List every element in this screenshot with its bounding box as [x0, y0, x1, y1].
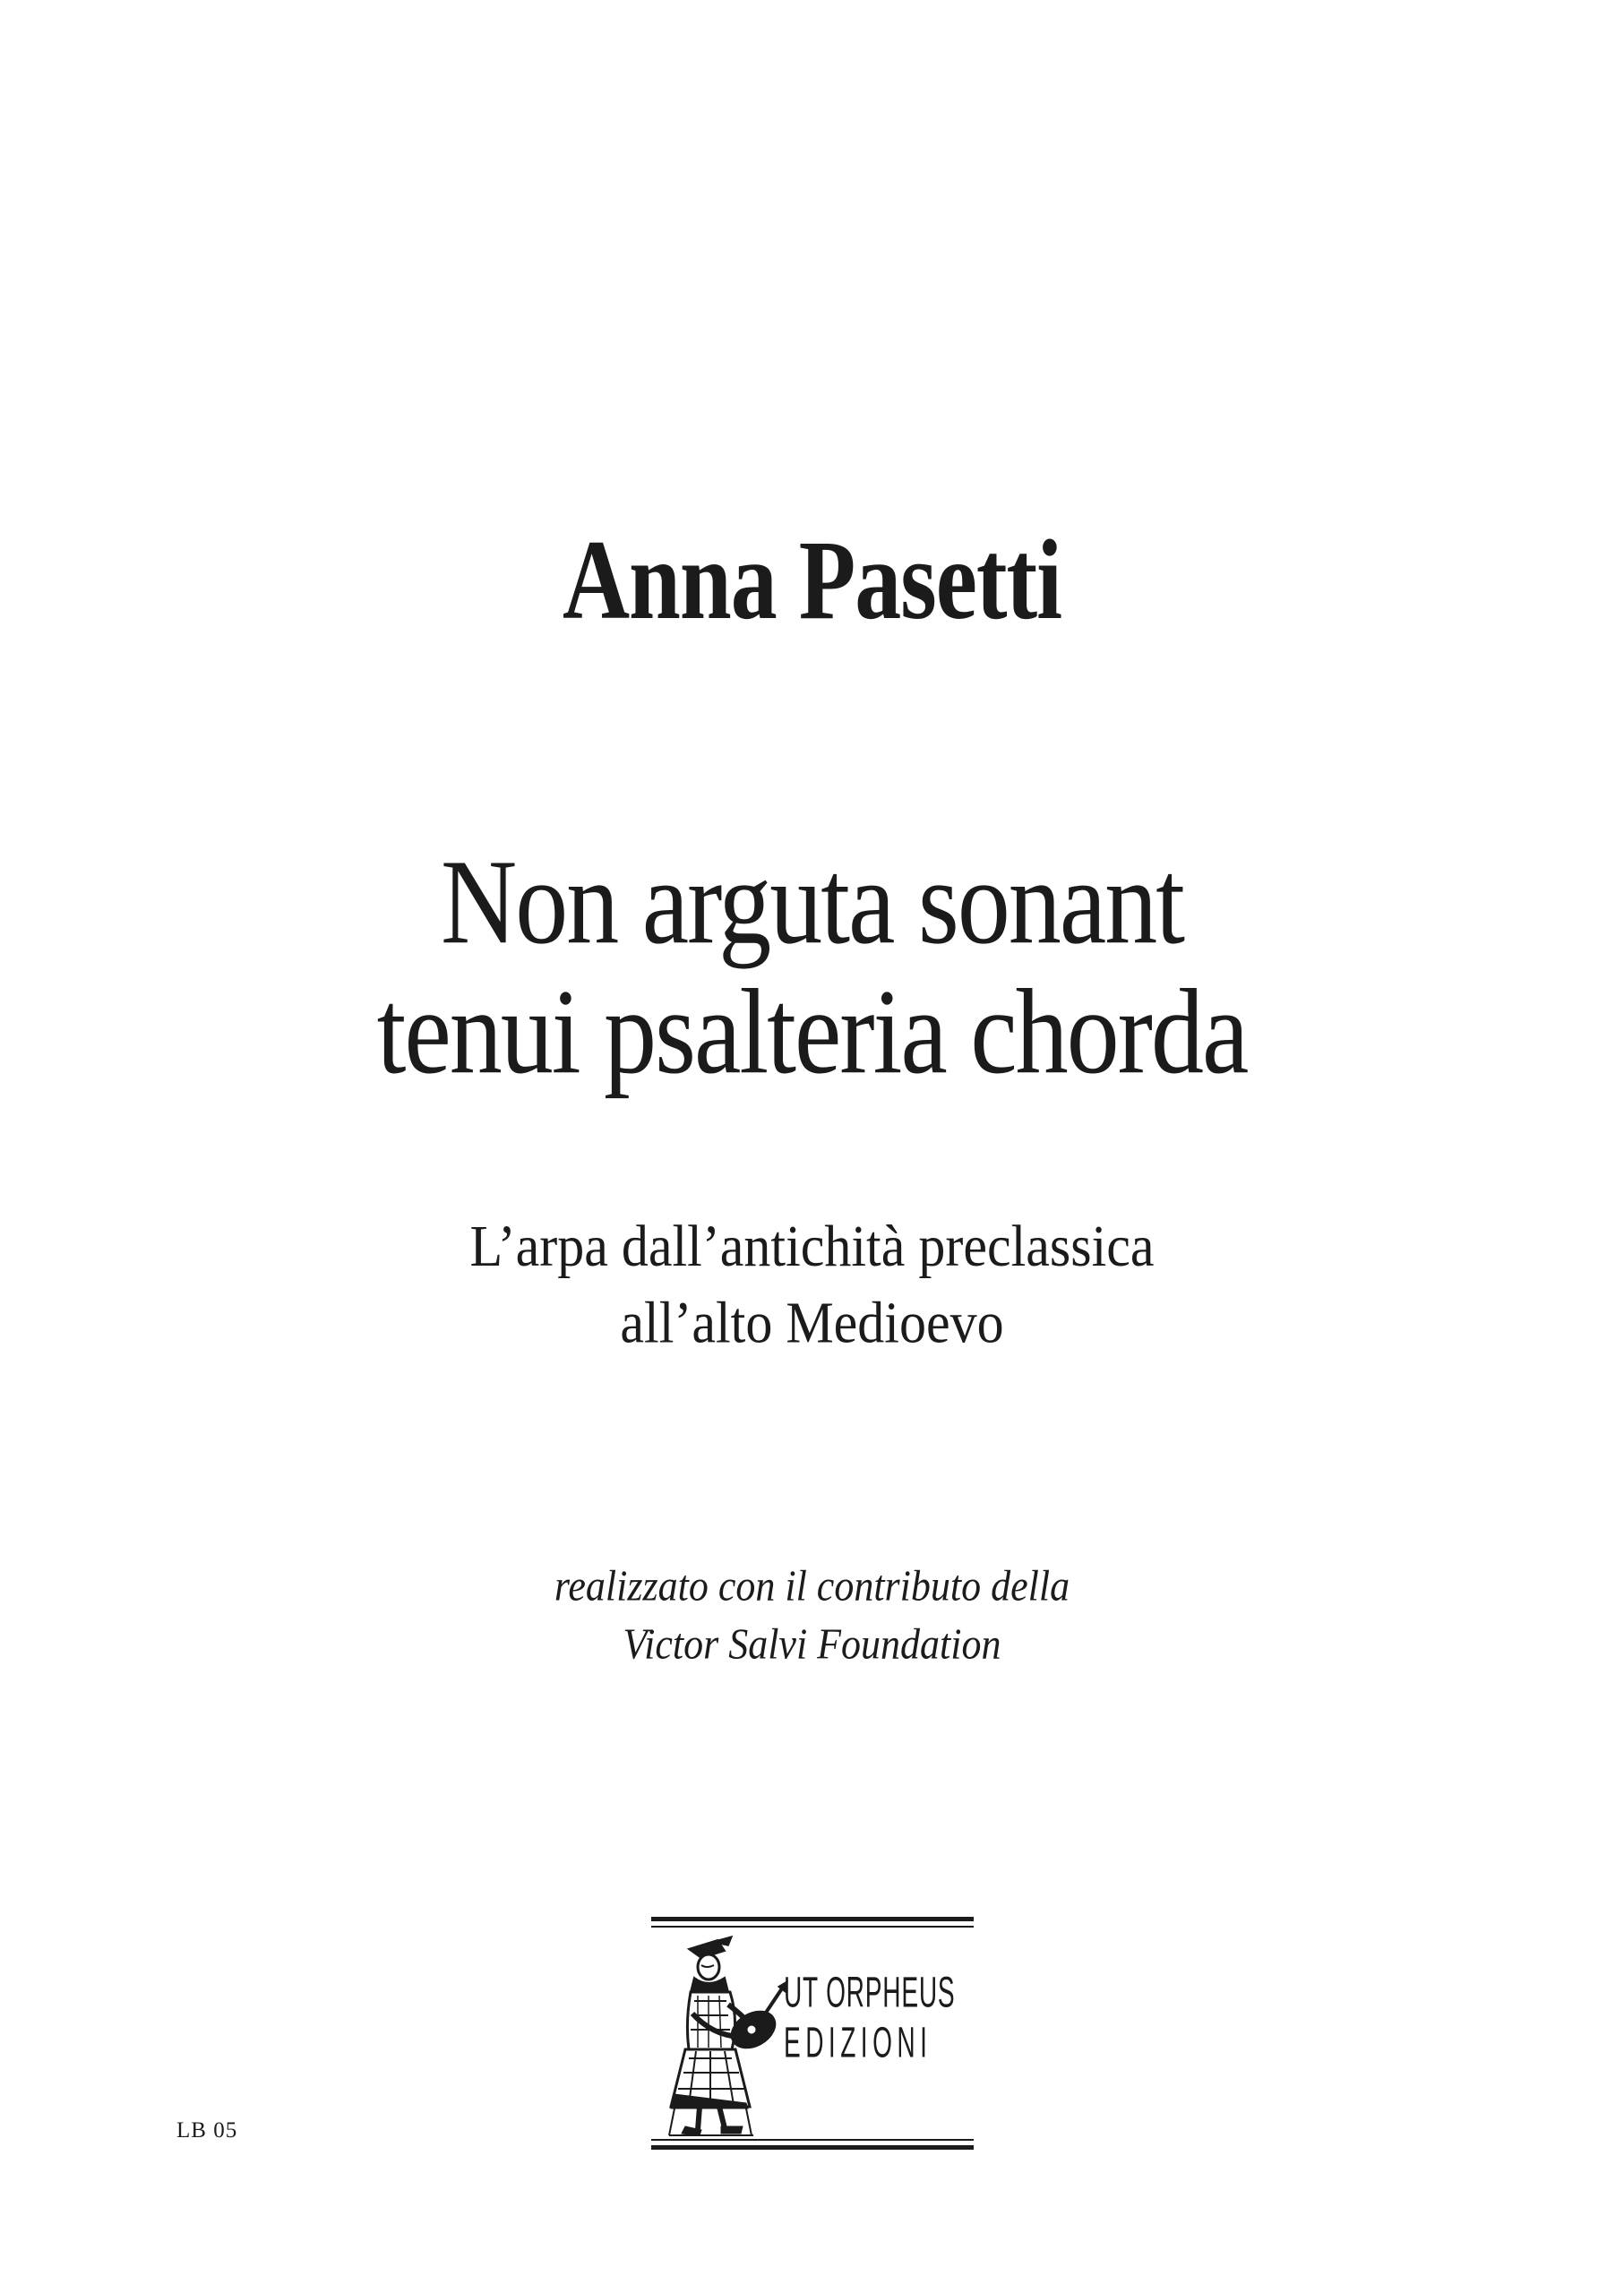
sponsor-credit [0, 1557, 1624, 1673]
book-subtitle-line-2: all’alto Medioevo [620, 1290, 1004, 1355]
publisher-name-line-1: UT ORPHEUS [784, 1966, 956, 2017]
lute-player-figure-icon [669, 1937, 787, 2135]
publisher-name-line-2: EDIZIONI [784, 2016, 932, 2067]
book-title [0, 834, 1624, 1100]
author-name: Anna Pasetti [562, 517, 1062, 643]
book-title-line-1: Non arguta sonant [441, 834, 1183, 970]
sponsor-credit-line-1: realizzato con il contributo della [554, 1561, 1070, 1610]
book-subtitle-line-1: L’arpa dall’antichità preclassica [469, 1213, 1155, 1279]
book-title-line-2: tenui psalteria chorda [376, 964, 1248, 1100]
sponsor-credit-line-2: Victor Salvi Foundation [623, 1619, 1001, 1669]
book-subtitle [0, 1207, 1624, 1361]
publisher-logo [649, 1915, 975, 2151]
catalog-code: LB 05 [176, 2118, 238, 2143]
